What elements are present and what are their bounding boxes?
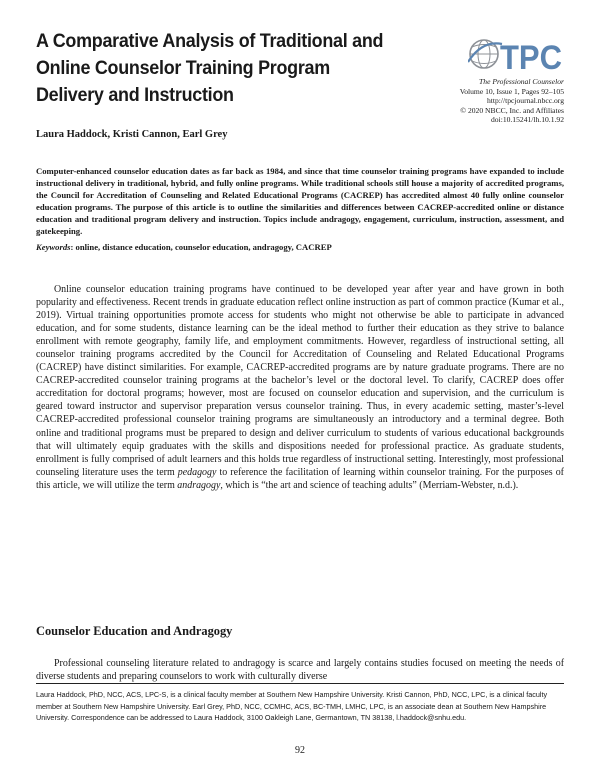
term-pedagogy: pedagogy bbox=[177, 466, 217, 478]
globe-icon bbox=[468, 40, 502, 68]
journal-copyright: © 2020 NBCC, Inc. and Affiliates bbox=[460, 105, 564, 115]
journal-url[interactable]: http://tpcjournal.nbcc.org bbox=[486, 96, 564, 106]
keywords-text: online, distance education, counselor education, andragogy, CACREP bbox=[75, 242, 332, 252]
author-list: Laura Haddock, Kristi Cannon, Earl Grey bbox=[36, 129, 228, 140]
paragraph-text: , which is “the art and science of teaching adults” (Merriam-Webster, n.d.). bbox=[220, 479, 519, 491]
journal-name: The Professional Counselor bbox=[479, 77, 564, 86]
article-title: A Comparative Analysis of Traditional and Online Counselor Training Program Delivery and Instruction bbox=[36, 30, 384, 106]
logo-text: TPC bbox=[500, 39, 562, 72]
author-footnote: Laura Haddock, PhD, NCC, ACS, LPC-S, is a clinical faculty member at Southern New Hampshire University. Kristi Cannon, PhD, NCC, LPC, is a clinical faculty member at Southern New Hampshire University. Earl Grey, PhD, NCC, CCMHC, ACS, BC-TMH, LMHC, LPC, is an associate dean at Southern New Hampshire University. Correspondence can be addressed to Laura Haddock, 3100 Oakleigh Lane, Germantown, TN 38138, l.haddock@snhu.edu. bbox=[36, 690, 548, 722]
section-heading: Counselor Education and Andragogy bbox=[36, 624, 233, 638]
paragraph-text: to reference the facilitation of learning within counselor training. For the purposes of this article, we will utilize the term bbox=[36, 466, 564, 491]
keywords-separator: : bbox=[70, 242, 76, 252]
tpc-logo bbox=[468, 36, 564, 72]
footnote-divider bbox=[36, 683, 564, 684]
body-paragraph-1 bbox=[36, 283, 564, 492]
paragraph-text: Online counselor education training programs have continued to be developed year after year and have grown in both popularity and effectiveness. Recent trends in graduate education reflect online instruction as part of common practice (Kumar et al., 2019). Virtual training opportunities promote access for students who might not otherwise be able to participate in advanced education, and for some students, distance learning can be the ideal method to further their education as they strive to balance enrollment with remote geography, family life, and employment commitments. However, regardless of instructional setting, all counselor training programs accredited by the Council for Accreditation of Counseling and Related Educational Programs (CACREP) have distinct similarities. For example, CACREP-accredited programs are by nature graduate programs. There are no CACREP-accredited counselor training programs at the bachelor’s level or the doctoral level. To clarify, CACREP does offer accreditation for doctoral programs; however, most are focused on counselor education and supervision, and the curriculum is geared toward instructor and supervisor preparation versus counselor training. Thus, in every academic setting, master’s-level CACREP-accredited professional counselor training programs are simultaneously an introductory and a terminal degree. Both online and traditional programs must be prepared to design and deliver curriculum to students of various educational backgrounds that will ultimately equip graduates with the skills and dispositions needed for professional practice. As graduate students, enrollment is fully comprised of adult learners and this holds true regardless of instructional setting. Interestingly, most professional counseling literature uses the term bbox=[36, 284, 564, 478]
page-number: 92 bbox=[295, 745, 305, 756]
journal-info bbox=[404, 77, 564, 125]
journal-volume: Volume 10, Issue 1, Pages 92–105 bbox=[459, 86, 564, 96]
body-paragraph-2: Professional counseling literature related to andragogy is scarce and largely contains studies focused on meeting the needs of diverse students and preparing counselors to work with culturally diverse bbox=[36, 658, 564, 683]
journal-doi[interactable]: doi:10.15241/lh.10.1.92 bbox=[491, 115, 564, 125]
term-andragogy: andragogy bbox=[177, 479, 221, 491]
abstract: Computer-enhanced counselor education dates as far back as 1984, and since that time counselor training programs have expanded to include instructional delivery in traditional, hybrid, and fully online programs. While traditional schools still house a majority of accredited programs, the Council for Accreditation of Counseling and Related Educational Programs (CACREP) has accredited almost 40 fully online counselor education programs. The purpose of this article is to outline the similarities and differences between CACREP-accredited online or distance education and traditional program delivery and instruction. Topics include andragogy, engagement, curriculum, instruction, assessment, and gatekeeping. bbox=[36, 166, 564, 237]
keywords bbox=[36, 242, 564, 252]
keywords-label: Keywords bbox=[36, 242, 71, 252]
